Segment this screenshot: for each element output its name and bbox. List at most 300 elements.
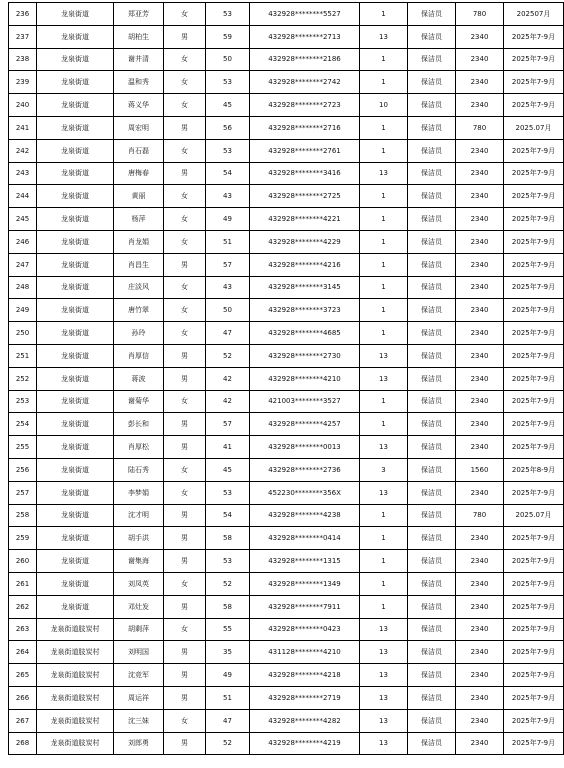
cell-amount: 2340 (456, 527, 504, 550)
cell-amount: 2340 (456, 686, 504, 709)
cell-amount: 2340 (456, 595, 504, 618)
cell-name: 沈三妹 (114, 709, 164, 732)
cell-age: 52 (206, 732, 250, 755)
cell-gender: 女 (164, 185, 206, 208)
cell-months: 1 (360, 527, 408, 550)
cell-name: 胡柏生 (114, 25, 164, 48)
cell-post: 保洁员 (408, 116, 456, 139)
cell-months: 1 (360, 276, 408, 299)
cell-seq: 239 (9, 71, 37, 94)
table-row (9, 481, 564, 504)
cell-id-number: 432928********4218 (250, 664, 360, 687)
cell-amount: 2340 (456, 641, 504, 664)
cell-seq: 256 (9, 458, 37, 481)
cell-months: 13 (360, 481, 408, 504)
cell-street: 龙泉街道 (37, 276, 114, 299)
cell-seq: 259 (9, 527, 37, 550)
cell-post: 保洁员 (408, 709, 456, 732)
cell-age: 42 (206, 390, 250, 413)
table-row (9, 253, 564, 276)
cell-months: 13 (360, 664, 408, 687)
cell-name: 肖厚信 (114, 344, 164, 367)
cell-months: 1 (360, 550, 408, 573)
cell-seq: 251 (9, 344, 37, 367)
cell-street: 龙泉街道 (37, 208, 114, 231)
cell-name: 谢菊华 (114, 390, 164, 413)
cell-id-number: 432928********1315 (250, 550, 360, 573)
cell-period: 2025年7-9月 (504, 48, 564, 71)
table-row (9, 413, 564, 436)
cell-months: 1 (360, 572, 408, 595)
cell-id-number: 432928********2723 (250, 94, 360, 117)
cell-period: 2025年7-9月 (504, 344, 564, 367)
cell-gender: 女 (164, 139, 206, 162)
cell-months: 13 (360, 344, 408, 367)
cell-street: 龙泉街道 (37, 458, 114, 481)
cell-age: 58 (206, 527, 250, 550)
cell-id-number: 432928********0414 (250, 527, 360, 550)
cell-period: 2025年7-9月 (504, 299, 564, 322)
table-row (9, 527, 564, 550)
cell-gender: 男 (164, 367, 206, 390)
cell-gender: 女 (164, 618, 206, 641)
cell-name: 周宏明 (114, 116, 164, 139)
table-row (9, 48, 564, 71)
cell-gender: 男 (164, 162, 206, 185)
cell-amount: 780 (456, 3, 504, 26)
cell-seq: 268 (9, 732, 37, 755)
cell-post: 保洁员 (408, 550, 456, 573)
cell-amount: 2340 (456, 322, 504, 345)
roster-table (8, 2, 564, 755)
cell-seq: 263 (9, 618, 37, 641)
cell-post: 保洁员 (408, 162, 456, 185)
cell-name: 肖石磊 (114, 139, 164, 162)
cell-street: 龙泉街道 (37, 344, 114, 367)
cell-post: 保洁员 (408, 595, 456, 618)
cell-age: 50 (206, 48, 250, 71)
cell-post: 保洁员 (408, 139, 456, 162)
cell-gender: 男 (164, 436, 206, 459)
table-row (9, 641, 564, 664)
cell-age: 51 (206, 230, 250, 253)
cell-post: 保洁员 (408, 686, 456, 709)
cell-street: 龙泉街道肢炭村 (37, 686, 114, 709)
cell-post: 保洁员 (408, 253, 456, 276)
cell-period: 2025.07月 (504, 116, 564, 139)
cell-seq: 267 (9, 709, 37, 732)
cell-post: 保洁员 (408, 299, 456, 322)
cell-post: 保洁员 (408, 413, 456, 436)
cell-street: 龙泉街道 (37, 71, 114, 94)
cell-post: 保洁员 (408, 481, 456, 504)
cell-seq: 247 (9, 253, 37, 276)
table-row (9, 162, 564, 185)
cell-period: 2025年7-9月 (504, 550, 564, 573)
cell-amount: 2340 (456, 572, 504, 595)
table-row (9, 322, 564, 345)
cell-name: 彭长和 (114, 413, 164, 436)
table-row (9, 458, 564, 481)
cell-seq: 253 (9, 390, 37, 413)
cell-id-number: 432928********4257 (250, 413, 360, 436)
cell-name: 谢井清 (114, 48, 164, 71)
cell-id-number: 432928********4229 (250, 230, 360, 253)
cell-id-number: 431128********4210 (250, 641, 360, 664)
cell-gender: 女 (164, 276, 206, 299)
cell-street: 龙泉街道 (37, 436, 114, 459)
cell-age: 49 (206, 208, 250, 231)
cell-name: 刘郎勇 (114, 732, 164, 755)
cell-seq: 265 (9, 664, 37, 687)
table-row (9, 230, 564, 253)
cell-amount: 2340 (456, 481, 504, 504)
cell-months: 13 (360, 641, 408, 664)
cell-seq: 242 (9, 139, 37, 162)
cell-months: 10 (360, 94, 408, 117)
cell-period: 2025年7-9月 (504, 436, 564, 459)
cell-period: 2025年7-9月 (504, 230, 564, 253)
cell-period: 2025年7-9月 (504, 162, 564, 185)
cell-post: 保洁员 (408, 390, 456, 413)
cell-months: 1 (360, 48, 408, 71)
cell-id-number: 452230********356X (250, 481, 360, 504)
cell-street: 龙泉街道肢炭村 (37, 664, 114, 687)
cell-gender: 男 (164, 253, 206, 276)
cell-post: 保洁员 (408, 48, 456, 71)
cell-age: 47 (206, 709, 250, 732)
cell-name: 刘凤英 (114, 572, 164, 595)
cell-age: 43 (206, 185, 250, 208)
cell-amount: 2340 (456, 208, 504, 231)
cell-street: 龙泉街道 (37, 116, 114, 139)
table-row (9, 572, 564, 595)
cell-period: 2025年7-9月 (504, 25, 564, 48)
cell-seq: 250 (9, 322, 37, 345)
cell-period: 2025年7-9月 (504, 732, 564, 755)
cell-id-number: 432928********3723 (250, 299, 360, 322)
cell-amount: 2340 (456, 185, 504, 208)
cell-amount: 2340 (456, 230, 504, 253)
cell-street: 龙泉街道 (37, 550, 114, 573)
cell-age: 50 (206, 299, 250, 322)
table-row (9, 504, 564, 527)
cell-seq: 262 (9, 595, 37, 618)
cell-post: 保洁员 (408, 208, 456, 231)
cell-street: 龙泉街道 (37, 25, 114, 48)
cell-post: 保洁员 (408, 664, 456, 687)
cell-months: 3 (360, 458, 408, 481)
cell-period: 2025年7-9月 (504, 481, 564, 504)
cell-amount: 2340 (456, 344, 504, 367)
cell-period: 2025年7-9月 (504, 276, 564, 299)
cell-seq: 258 (9, 504, 37, 527)
cell-months: 1 (360, 71, 408, 94)
cell-id-number: 432928********2761 (250, 139, 360, 162)
cell-gender: 女 (164, 572, 206, 595)
cell-seq: 252 (9, 367, 37, 390)
cell-name: 李梦娟 (114, 481, 164, 504)
cell-gender: 女 (164, 458, 206, 481)
cell-age: 45 (206, 458, 250, 481)
cell-id-number: 432928********2719 (250, 686, 360, 709)
cell-seq: 241 (9, 116, 37, 139)
cell-amount: 780 (456, 504, 504, 527)
cell-period: 2025年7-9月 (504, 208, 564, 231)
cell-name: 肖龙娟 (114, 230, 164, 253)
cell-amount: 1560 (456, 458, 504, 481)
cell-age: 49 (206, 664, 250, 687)
cell-street: 龙泉街道 (37, 504, 114, 527)
cell-gender: 女 (164, 3, 206, 26)
cell-age: 55 (206, 618, 250, 641)
cell-months: 13 (360, 436, 408, 459)
cell-period: 2025年7-9月 (504, 71, 564, 94)
cell-months: 1 (360, 208, 408, 231)
cell-gender: 男 (164, 595, 206, 618)
cell-name: 庄淡风 (114, 276, 164, 299)
cell-name: 沈竞军 (114, 664, 164, 687)
table-row (9, 344, 564, 367)
cell-id-number: 421003********3527 (250, 390, 360, 413)
cell-gender: 男 (164, 116, 206, 139)
cell-months: 13 (360, 25, 408, 48)
cell-street: 龙泉街道 (37, 390, 114, 413)
cell-id-number: 432928********2725 (250, 185, 360, 208)
cell-name: 蒋义华 (114, 94, 164, 117)
cell-post: 保洁员 (408, 572, 456, 595)
cell-months: 1 (360, 322, 408, 345)
cell-id-number: 432928********2742 (250, 71, 360, 94)
cell-post: 保洁员 (408, 185, 456, 208)
cell-age: 56 (206, 116, 250, 139)
cell-name: 唐竹翠 (114, 299, 164, 322)
cell-gender: 女 (164, 230, 206, 253)
cell-age: 53 (206, 3, 250, 26)
cell-street: 龙泉街道 (37, 162, 114, 185)
cell-id-number: 432928********2713 (250, 25, 360, 48)
table-row (9, 732, 564, 755)
cell-street: 龙泉街道 (37, 3, 114, 26)
cell-gender: 男 (164, 413, 206, 436)
cell-gender: 男 (164, 504, 206, 527)
cell-amount: 2340 (456, 253, 504, 276)
table-row (9, 25, 564, 48)
cell-id-number: 432928********4216 (250, 253, 360, 276)
cell-post: 保洁员 (408, 344, 456, 367)
cell-period: 2025年7-9月 (504, 390, 564, 413)
table-body (9, 3, 564, 755)
cell-months: 1 (360, 595, 408, 618)
cell-gender: 女 (164, 208, 206, 231)
table-row (9, 367, 564, 390)
cell-name: 沈才明 (114, 504, 164, 527)
cell-post: 保洁员 (408, 436, 456, 459)
cell-street: 龙泉街道肢炭村 (37, 641, 114, 664)
cell-street: 龙泉街道肢炭村 (37, 618, 114, 641)
table-row (9, 94, 564, 117)
cell-age: 53 (206, 550, 250, 573)
cell-id-number: 432928********5527 (250, 3, 360, 26)
cell-months: 1 (360, 299, 408, 322)
cell-months: 1 (360, 185, 408, 208)
table-row (9, 595, 564, 618)
cell-months: 1 (360, 3, 408, 26)
cell-id-number: 432928********4282 (250, 709, 360, 732)
cell-seq: 248 (9, 276, 37, 299)
cell-gender: 男 (164, 344, 206, 367)
cell-post: 保洁员 (408, 527, 456, 550)
cell-age: 53 (206, 71, 250, 94)
cell-name: 孙玲 (114, 322, 164, 345)
cell-seq: 254 (9, 413, 37, 436)
cell-age: 42 (206, 367, 250, 390)
cell-months: 1 (360, 230, 408, 253)
cell-id-number: 432928********3145 (250, 276, 360, 299)
cell-seq: 266 (9, 686, 37, 709)
cell-name: 杨萍 (114, 208, 164, 231)
cell-street: 龙泉街道 (37, 367, 114, 390)
table-row (9, 436, 564, 459)
cell-post: 保洁员 (408, 71, 456, 94)
cell-period: 2025年8-9月 (504, 458, 564, 481)
cell-period: 2025年7-9月 (504, 595, 564, 618)
cell-street: 龙泉街道 (37, 595, 114, 618)
cell-street: 龙泉街道肢炭村 (37, 709, 114, 732)
table-row (9, 3, 564, 26)
cell-id-number: 432928********0013 (250, 436, 360, 459)
cell-post: 保洁员 (408, 504, 456, 527)
cell-age: 54 (206, 504, 250, 527)
cell-age: 47 (206, 322, 250, 345)
cell-amount: 2340 (456, 413, 504, 436)
cell-amount: 2340 (456, 71, 504, 94)
cell-name: 郑亚芳 (114, 3, 164, 26)
cell-period: 2025.07月 (504, 504, 564, 527)
table-row (9, 618, 564, 641)
cell-name: 蒋波 (114, 367, 164, 390)
cell-amount: 2340 (456, 367, 504, 390)
cell-months: 1 (360, 116, 408, 139)
cell-gender: 男 (164, 527, 206, 550)
cell-street: 龙泉街道 (37, 230, 114, 253)
cell-months: 13 (360, 367, 408, 390)
cell-amount: 2340 (456, 390, 504, 413)
cell-months: 13 (360, 709, 408, 732)
cell-gender: 女 (164, 71, 206, 94)
cell-seq: 237 (9, 25, 37, 48)
cell-gender: 男 (164, 550, 206, 573)
cell-age: 43 (206, 276, 250, 299)
cell-months: 1 (360, 253, 408, 276)
cell-post: 保洁员 (408, 25, 456, 48)
cell-amount: 2340 (456, 48, 504, 71)
cell-street: 龙泉街道 (37, 322, 114, 345)
cell-gender: 女 (164, 94, 206, 117)
cell-post: 保洁员 (408, 732, 456, 755)
cell-period: 2025年7-9月 (504, 572, 564, 595)
cell-period: 2025年7-9月 (504, 686, 564, 709)
table-row (9, 185, 564, 208)
cell-age: 59 (206, 25, 250, 48)
cell-amount: 2340 (456, 618, 504, 641)
cell-period: 2025年7-9月 (504, 527, 564, 550)
cell-period: 2025年7-9月 (504, 139, 564, 162)
cell-period: 2025年7-9月 (504, 641, 564, 664)
cell-name: 周运祥 (114, 686, 164, 709)
cell-amount: 2340 (456, 664, 504, 687)
cell-amount: 2340 (456, 94, 504, 117)
cell-name: 谢集海 (114, 550, 164, 573)
cell-age: 51 (206, 686, 250, 709)
cell-amount: 2340 (456, 732, 504, 755)
cell-gender: 男 (164, 664, 206, 687)
cell-name: 邓灶发 (114, 595, 164, 618)
cell-seq: 260 (9, 550, 37, 573)
cell-period: 2025年7-9月 (504, 664, 564, 687)
cell-months: 13 (360, 618, 408, 641)
cell-age: 54 (206, 162, 250, 185)
cell-post: 保洁员 (408, 276, 456, 299)
cell-gender: 男 (164, 25, 206, 48)
cell-months: 13 (360, 162, 408, 185)
cell-months: 1 (360, 413, 408, 436)
cell-name: 温和秀 (114, 71, 164, 94)
cell-amount: 2340 (456, 299, 504, 322)
cell-name: 黄丽 (114, 185, 164, 208)
cell-post: 保洁员 (408, 3, 456, 26)
cell-street: 龙泉街道 (37, 413, 114, 436)
cell-seq: 236 (9, 3, 37, 26)
cell-amount: 2340 (456, 436, 504, 459)
cell-street: 龙泉街道 (37, 94, 114, 117)
cell-id-number: 432928********3416 (250, 162, 360, 185)
cell-seq: 244 (9, 185, 37, 208)
cell-id-number: 432928********2716 (250, 116, 360, 139)
cell-amount: 2340 (456, 139, 504, 162)
cell-amount: 780 (456, 116, 504, 139)
cell-seq: 264 (9, 641, 37, 664)
cell-age: 57 (206, 253, 250, 276)
cell-period: 2025年7-9月 (504, 709, 564, 732)
cell-period: 2025年7-9月 (504, 367, 564, 390)
cell-age: 35 (206, 641, 250, 664)
cell-id-number: 432928********2186 (250, 48, 360, 71)
cell-gender: 女 (164, 48, 206, 71)
cell-name: 肖昌生 (114, 253, 164, 276)
cell-post: 保洁员 (408, 641, 456, 664)
table-row (9, 686, 564, 709)
cell-street: 龙泉街道 (37, 481, 114, 504)
cell-period: 2025年7-9月 (504, 253, 564, 276)
cell-id-number: 432928********4210 (250, 367, 360, 390)
cell-period: 2025年7-9月 (504, 322, 564, 345)
cell-amount: 2340 (456, 162, 504, 185)
cell-gender: 男 (164, 686, 206, 709)
cell-age: 53 (206, 481, 250, 504)
cell-gender: 女 (164, 299, 206, 322)
cell-street: 龙泉街道 (37, 185, 114, 208)
cell-age: 52 (206, 572, 250, 595)
cell-name: 陆石秀 (114, 458, 164, 481)
cell-months: 1 (360, 139, 408, 162)
cell-post: 保洁员 (408, 94, 456, 117)
cell-seq: 245 (9, 208, 37, 231)
cell-street: 龙泉街道 (37, 139, 114, 162)
cell-months: 1 (360, 504, 408, 527)
cell-id-number: 432928********0423 (250, 618, 360, 641)
cell-seq: 240 (9, 94, 37, 117)
